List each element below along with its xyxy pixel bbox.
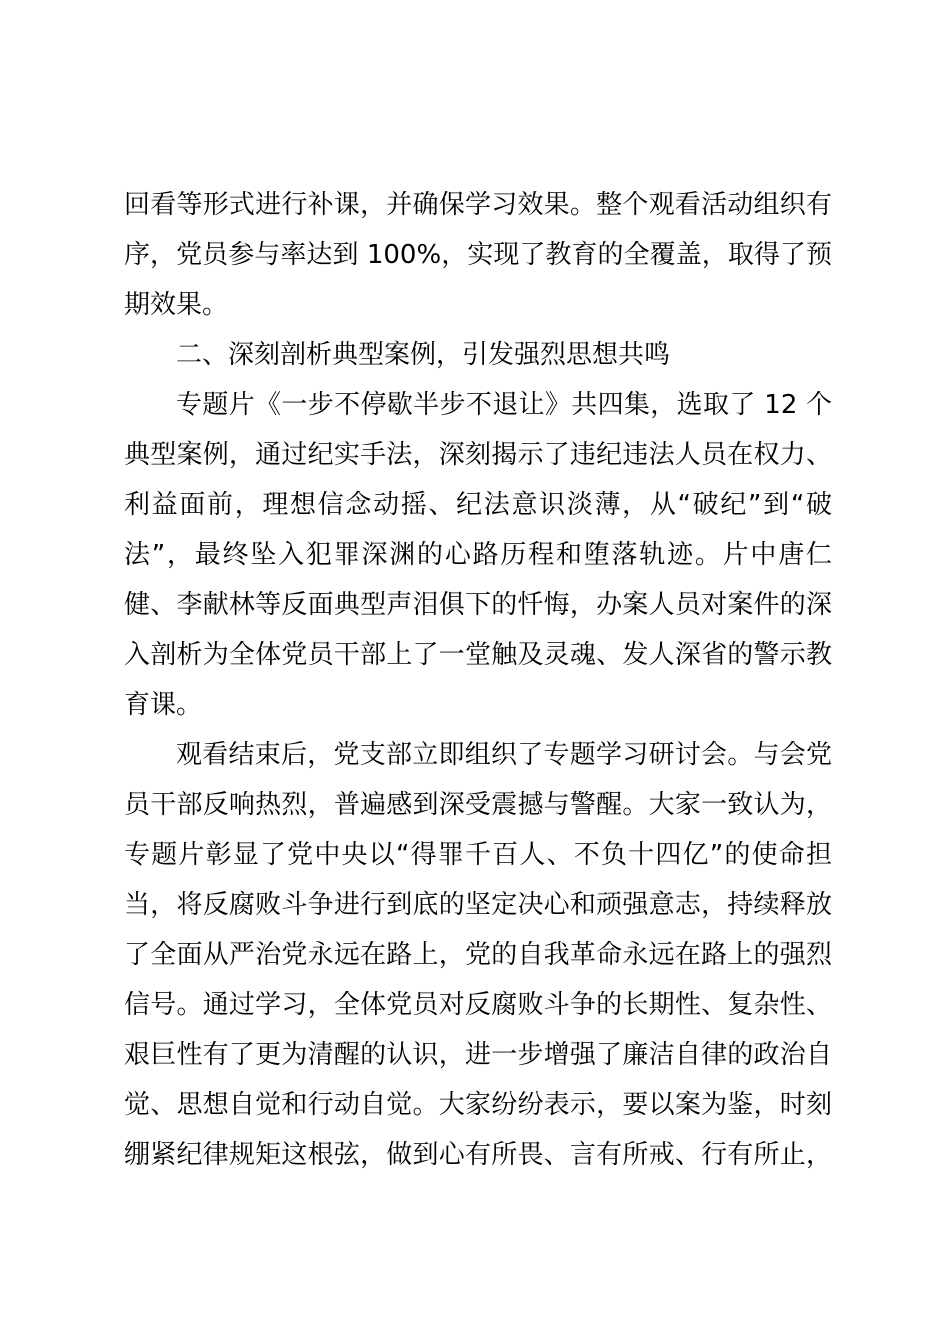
- text-line: 艰巨性有了更为清醒的认识，进一步增强了廉洁自律的政治自: [124, 1040, 832, 1070]
- text-line: 入剖析为全体党员干部上了一堂触及灵魂、发人深省的警示教: [124, 640, 832, 670]
- document-body: [124, 180, 832, 1180]
- section-heading: 二、深刻剖析典型案例，引发强烈思想共鸣: [176, 340, 671, 370]
- text-line: 育课。: [124, 690, 203, 720]
- text-line: 回看等形式进行补课，并确保学习效果。整个观看活动组织有: [124, 190, 832, 220]
- text-line: 观看结束后，党支部立即组织了专题学习研讨会。与会党: [176, 740, 832, 770]
- text-line: 绷紧纪律规矩这根弦，做到心有所畏、言有所戒、行有所止，: [124, 1140, 832, 1170]
- text-line: 专题片《一步不停歇半步不退让》共四集，选取了 12 个: [176, 390, 832, 420]
- text-line: 序，党员参与率达到 100%，实现了教育的全覆盖，取得了预: [124, 240, 832, 270]
- text-line: 法”，最终坠入犯罪深渊的心路历程和堕落轨迹。片中唐仁: [124, 540, 832, 570]
- text-line: 信号。通过学习，全体党员对反腐败斗争的长期性、复杂性、: [124, 990, 832, 1020]
- text-line: 员干部反响热烈，普遍感到深受震撼与警醒。大家一致认为，: [124, 790, 832, 820]
- text-line: 期效果。: [124, 290, 229, 320]
- text-line: 典型案例，通过纪实手法，深刻揭示了违纪违法人员在权力、: [124, 440, 832, 470]
- text-line: 专题片彰显了党中央以“得罪千百人、不负十四亿”的使命担: [124, 840, 832, 870]
- text-line: 觉、思想自觉和行动自觉。大家纷纷表示，要以案为鉴，时刻: [124, 1090, 832, 1120]
- text-line: 了全面从严治党永远在路上，党的自我革命永远在路上的强烈: [124, 940, 832, 970]
- text-line: 健、李献林等反面典型声泪俱下的忏悔，办案人员对案件的深: [124, 590, 832, 620]
- text-line: 当，将反腐败斗争进行到底的坚定决心和顽强意志，持续释放: [124, 890, 832, 920]
- text-line: 利益面前，理想信念动摇、纪法意识淡薄，从“破纪”到“破: [124, 490, 832, 520]
